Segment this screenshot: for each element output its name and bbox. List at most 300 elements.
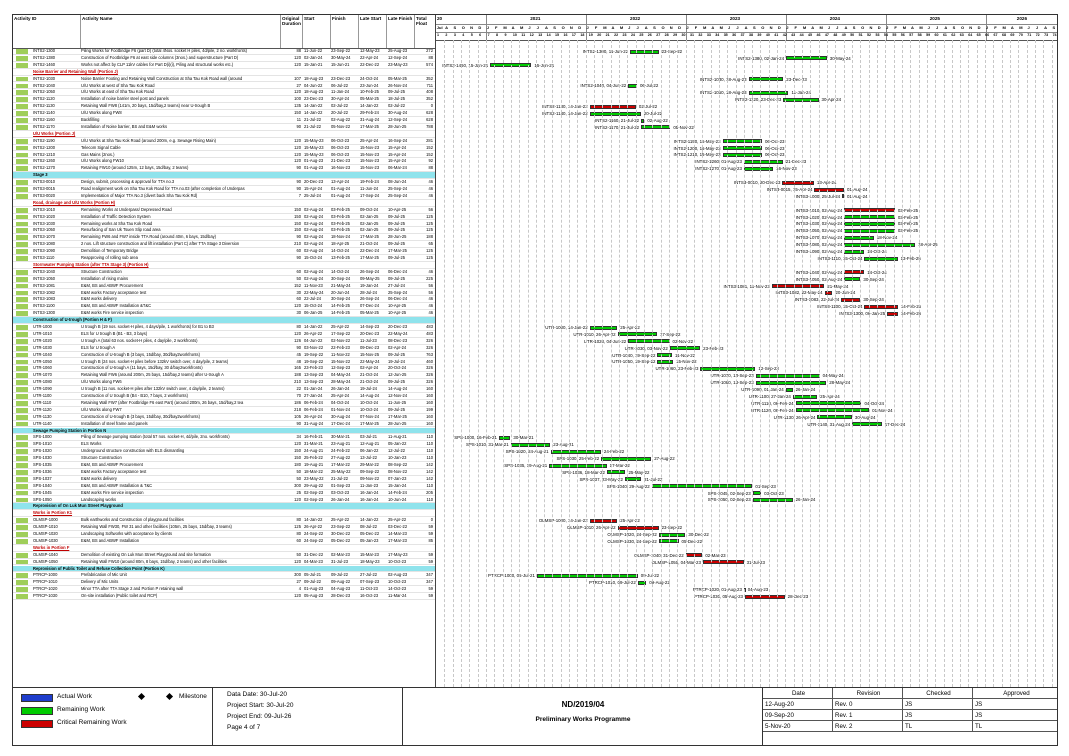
- table-row[interactable]: [13, 531, 435, 538]
- grid-line: [1002, 40, 1003, 687]
- late-finish: 08-Sep-22: [388, 462, 408, 467]
- period-number: 30: [681, 33, 686, 37]
- activity-id: INTS3-1081: [33, 282, 56, 288]
- period-number: 47: [824, 33, 829, 37]
- duration: 80: [296, 324, 301, 329]
- grid-line: [977, 40, 978, 687]
- month-label: M: [520, 25, 524, 30]
- late-start: 03-Jul-21: [360, 434, 378, 440]
- finish-date: 25-Apr-22: [331, 324, 350, 329]
- finish-date: 26-Jan-24: [331, 386, 350, 392]
- start-date: 15-Apr-24: [304, 186, 323, 191]
- period-number: 24: [630, 33, 635, 37]
- start-date: 14-Jan-22: [304, 517, 323, 523]
- section-row[interactable]: [13, 428, 435, 435]
- bar-finish-label: 03-Feb-25: [897, 207, 919, 213]
- row-gutter: [16, 387, 28, 392]
- table-row[interactable]: [13, 76, 435, 83]
- duration: 218: [294, 406, 301, 412]
- critical-bar[interactable]: [772, 284, 825, 288]
- total-float: 160: [426, 393, 433, 398]
- table-row[interactable]: [13, 152, 435, 159]
- activity-id: INTS3-1300: [33, 310, 56, 316]
- finish-date: 23-Dec-23: [331, 75, 351, 81]
- activity-id: INTS2-1300: [33, 48, 56, 53]
- table-row[interactable]: [13, 207, 435, 214]
- table-row[interactable]: [13, 103, 435, 110]
- month-label: F: [594, 25, 598, 30]
- table-row[interactable]: [13, 338, 435, 345]
- late-start: 02-Jan-25: [360, 213, 379, 219]
- month-label: J: [936, 25, 939, 30]
- section-row[interactable]: [13, 131, 435, 138]
- bar-finish-label: 03-Feb-25: [897, 214, 919, 220]
- late-finish: 06-Mar-24: [388, 165, 407, 171]
- critical-bar[interactable]: [703, 560, 744, 564]
- row-gutter: [16, 498, 28, 503]
- duration: 188: [294, 372, 301, 378]
- table-row[interactable]: [13, 255, 435, 262]
- bar-finish-label: 06-Oct-23: [764, 145, 785, 151]
- grid-line: [860, 40, 861, 687]
- table-row[interactable]: [13, 359, 435, 366]
- remaining-bar[interactable]: [499, 436, 510, 440]
- start-date: 19-Aug-21: [304, 462, 324, 467]
- late-start: 11-Jun-24: [360, 186, 379, 191]
- section-title: Road, drainage and U/U Works (Portion H): [33, 199, 116, 205]
- start-date: 05-Jul-21: [304, 572, 322, 578]
- row-gutter: [16, 228, 28, 233]
- bar-start-label: SPS-1050, 02-Sep-23: [707, 497, 751, 503]
- table-row[interactable]: [13, 517, 435, 524]
- late-finish: 06-Dec-24: [388, 296, 408, 302]
- late-start: 12-May-23: [360, 48, 380, 53]
- finish-date: 01-Sep-23: [331, 482, 351, 488]
- row-gutter: [16, 525, 28, 530]
- table-row[interactable]: [13, 186, 435, 193]
- period-number: 39: [757, 33, 762, 37]
- start-date: 18-Mar-22: [304, 468, 323, 474]
- late-finish: 09-Jul-25: [388, 220, 406, 226]
- col-late-start[interactable]: Late Start: [359, 15, 387, 48]
- finish-date: 23-Sep-22: [331, 48, 351, 53]
- remaining-bar[interactable]: [641, 125, 670, 129]
- duration: 120: [294, 61, 301, 67]
- period-number: 32: [698, 33, 703, 37]
- total-float: 88: [428, 54, 433, 60]
- table-row[interactable]: [13, 552, 435, 559]
- revision-cell: Rev. 1: [833, 710, 903, 721]
- row-gutter: [16, 242, 28, 247]
- total-float: 142: [426, 475, 433, 481]
- section-row[interactable]: [13, 510, 435, 517]
- table-row[interactable]: [13, 283, 435, 290]
- activity-name: Retaining Wall FW6 (around 200m, 25 bays, 15d/bay,2 teams) after U-trough A: [81, 372, 224, 378]
- period-number: 73: [1044, 33, 1049, 37]
- start-date: 23-May-22: [304, 475, 324, 481]
- section-row[interactable]: [13, 262, 435, 269]
- table-row[interactable]: [13, 248, 435, 255]
- table-row[interactable]: [13, 407, 435, 414]
- activity-id: INTS2-1160: [33, 117, 55, 122]
- period-number: 56: [900, 33, 905, 37]
- start-date: 06-Feb-24: [304, 406, 323, 412]
- critical-bar[interactable]: [887, 312, 898, 316]
- start-date: 04-Jun-22: [304, 337, 323, 343]
- col-activity-id[interactable]: Activity ID: [13, 15, 81, 48]
- table-row[interactable]: [13, 538, 435, 545]
- year-label: 2021: [530, 16, 541, 21]
- bar-finish-label: 09-Aug-22: [649, 580, 670, 586]
- table-row[interactable]: [13, 89, 435, 96]
- month-label: J: [728, 25, 731, 30]
- late-start: 14-Sep-23: [360, 324, 380, 329]
- table-row[interactable]: [13, 110, 435, 117]
- table-row[interactable]: [13, 559, 435, 566]
- table-row[interactable]: [13, 455, 435, 462]
- table-row[interactable]: [13, 345, 435, 352]
- section-row[interactable]: [13, 172, 435, 179]
- table-row[interactable]: [13, 497, 435, 504]
- table-row[interactable]: [13, 214, 435, 221]
- remaining-bar[interactable]: [628, 339, 669, 343]
- col-finish[interactable]: Finish: [331, 15, 359, 48]
- late-start: 15-Nov-23: [360, 144, 380, 150]
- remaining-bar[interactable]: [756, 381, 827, 385]
- table-row[interactable]: [13, 165, 435, 172]
- table-row[interactable]: [13, 138, 435, 145]
- section-title: Reprovision of Public Toilet and Refuse Collection Point (Portion K): [33, 565, 165, 571]
- late-finish: 14-Oct-23: [388, 586, 407, 592]
- table-row[interactable]: [13, 331, 435, 338]
- col-start[interactable]: Start: [303, 15, 331, 48]
- grid-line: [669, 40, 670, 687]
- start-date: 02-Aug-24: [304, 275, 324, 281]
- month-label: J: [586, 25, 589, 30]
- table-row[interactable]: [13, 386, 435, 393]
- project-info: [213, 688, 403, 746]
- critical-bar[interactable]: [745, 595, 785, 599]
- remaining-bar[interactable]: [618, 332, 657, 336]
- start-date: 26-Apr-22: [304, 330, 323, 336]
- month-label: J: [786, 25, 789, 30]
- period-number: 66: [985, 33, 990, 37]
- finish-date: 14-Feb-25: [331, 310, 350, 316]
- total-float: 574: [426, 61, 433, 67]
- duration: 50: [296, 551, 301, 557]
- month-label: N: [969, 25, 973, 30]
- section-title: Reprovision of On Luk Mun Street Playground: [33, 503, 123, 509]
- start-date: 18-Aug-23: [304, 75, 324, 81]
- remaining-bar[interactable]: [723, 146, 762, 150]
- grid-line: [819, 40, 820, 687]
- table-row[interactable]: [13, 462, 435, 469]
- total-float: 46: [428, 310, 433, 316]
- row-gutter: [16, 166, 28, 171]
- remaining-bar[interactable]: [786, 56, 827, 60]
- row-gutter: [16, 256, 28, 261]
- table-row[interactable]: [13, 579, 435, 586]
- row-gutter: [16, 353, 28, 358]
- bar-start-label: OLMSP-1020, 24-Sep-22: [607, 531, 657, 537]
- remaining-bar[interactable]: [723, 153, 762, 157]
- activity-name: Landscaping works: [81, 496, 117, 502]
- total-float: 788: [426, 123, 433, 129]
- row-gutter: [16, 449, 28, 454]
- period-number: 31: [689, 33, 694, 37]
- total-float: 225: [426, 275, 433, 281]
- section-row[interactable]: [13, 200, 435, 207]
- row-gutter: [16, 470, 28, 475]
- late-start: 25-Apr-24: [360, 137, 379, 143]
- grid-line: [993, 40, 994, 687]
- month-label: J: [836, 25, 839, 30]
- bar-finish-label: 04-May-24: [822, 373, 844, 379]
- activity-name: U/U Works along FW8: [81, 110, 122, 116]
- bar-start-label: PTRCP-1000, 05-Jul-21: [488, 573, 535, 579]
- section-title: Construction of U-trough (Portion H & F): [33, 317, 112, 323]
- total-float: 326: [426, 379, 433, 385]
- bar-finish-label: 03-Feb-25: [897, 228, 919, 234]
- remaining-bar[interactable]: [753, 498, 793, 502]
- start-date: 19-Sep-22: [304, 358, 324, 364]
- period-number: 42: [782, 33, 787, 37]
- table-row[interactable]: [13, 490, 435, 497]
- table-row[interactable]: [13, 276, 435, 283]
- table-row[interactable]: [13, 83, 435, 90]
- table-row[interactable]: [13, 241, 435, 248]
- table-row[interactable]: [13, 310, 435, 317]
- late-start: 05-Mar-25: [360, 96, 379, 102]
- table-row[interactable]: [13, 586, 435, 593]
- late-finish: 28-Jun-25: [388, 234, 407, 240]
- activity-id: OLMSP-1040: [33, 551, 58, 557]
- row-gutter: [16, 56, 28, 61]
- table-row[interactable]: [13, 441, 435, 448]
- late-finish: 10-Jan-23: [388, 455, 407, 461]
- month-label: A: [844, 25, 848, 30]
- revision-cell: JS: [973, 710, 1058, 721]
- table-row[interactable]: [13, 290, 435, 297]
- late-start: 29-Feb-24: [360, 110, 379, 116]
- duration: 90: [296, 165, 301, 171]
- activity-name: Retaining Wall FW10 (around 80m, 8 bays, 15d/bay, 2 teams) and other facilities: [81, 558, 227, 564]
- bar-finish-label: 05-Nov-22: [673, 124, 694, 130]
- grid-line: [885, 40, 886, 687]
- start-date: 14-Jan-22: [304, 103, 323, 109]
- month-label: M: [1002, 25, 1006, 30]
- period-number: 12: [529, 33, 534, 37]
- table-row[interactable]: [13, 400, 435, 407]
- finish-date: 21-May-24: [331, 282, 351, 288]
- late-finish: 15-Apr-24: [388, 158, 407, 164]
- table-row[interactable]: [13, 593, 435, 600]
- table-row[interactable]: [13, 234, 435, 241]
- table-row[interactable]: [13, 62, 435, 69]
- bar-start-label: SPS-1037, 23-May-22: [579, 476, 623, 482]
- col-duration[interactable]: Original Duration: [281, 15, 303, 48]
- month-label: M: [919, 25, 923, 30]
- activity-name: Retaining Wall FW7 (after Footbridge F6 east Part) (around 200m, 26 bays, 15d/bay,2 tea: [81, 399, 244, 405]
- late-start: 15-Nov-23: [360, 165, 380, 171]
- total-float: 326: [426, 337, 433, 343]
- bar-finish-label: 21-May-24: [827, 283, 849, 289]
- duration: 150: [294, 220, 301, 226]
- remaining-bar[interactable]: [844, 243, 915, 247]
- late-finish: 25-Aug-23: [388, 48, 408, 53]
- section-row[interactable]: [13, 566, 435, 573]
- table-row[interactable]: [13, 324, 435, 331]
- activity-id: UTR-1110: [33, 399, 52, 405]
- legend-critical-label: Critical Remaining Work: [57, 719, 127, 726]
- period-number: 50: [850, 33, 855, 37]
- duration: 50: [296, 468, 301, 474]
- table-row[interactable]: [13, 193, 435, 200]
- month-label: N: [669, 25, 673, 30]
- remaining-bar[interactable]: [590, 112, 641, 116]
- table-row[interactable]: [13, 524, 435, 531]
- table-row[interactable]: [13, 96, 435, 103]
- table-row[interactable]: [13, 296, 435, 303]
- month-label: S: [752, 25, 756, 30]
- late-finish: 25-Apr-22: [388, 517, 407, 523]
- period-number: 60: [934, 33, 939, 37]
- bar-finish-label: 13-Feb-25: [900, 255, 921, 261]
- activity-id: INTS2-1260: [33, 158, 56, 164]
- late-start: 05-Jan-23: [360, 537, 379, 543]
- late-start: 15-Nov-25: [360, 351, 380, 357]
- activity-name: Retaining FW10 (around 125m, 12 bays, 15d/bay, 2 teams): [81, 165, 189, 171]
- table-row[interactable]: [13, 414, 435, 421]
- bar-start-label: INTS3-1110, 15-Oct-24: [817, 255, 863, 261]
- late-finish: 09-Jul-25: [388, 255, 406, 260]
- finish-date: 25-May-22: [331, 468, 351, 474]
- start-date: 02-Aug-24: [304, 227, 324, 233]
- start-date: 03-Nov-22: [304, 344, 324, 350]
- activity-name: 2 nos. Lift structure construction and lift installation (Part C) after TTA Stage 3 Diversion: [81, 241, 240, 247]
- critical-bar[interactable]: [825, 291, 833, 295]
- grid-line: [752, 40, 753, 687]
- row-gutter: [16, 49, 28, 54]
- table-row[interactable]: [13, 448, 435, 455]
- table-row[interactable]: [13, 55, 435, 62]
- table-row[interactable]: [13, 365, 435, 372]
- late-finish: 16-Sep-24: [388, 137, 408, 143]
- finish-date: 17-Mar-22: [331, 462, 350, 467]
- programme-title: Preliminary Works Programme: [535, 716, 631, 723]
- bar-start-label: SPS-1040, 29-Aug-22: [606, 483, 650, 489]
- page-number: Page 4 of 7: [227, 724, 261, 731]
- grid-line: [810, 40, 811, 687]
- table-row[interactable]: [13, 379, 435, 386]
- table-row[interactable]: [13, 48, 435, 55]
- total-float: 188: [426, 234, 433, 240]
- table-row[interactable]: [13, 421, 435, 428]
- remaining-bar[interactable]: [723, 139, 762, 143]
- table-row[interactable]: [13, 221, 435, 228]
- finish-date: 03-Feb-25: [331, 206, 350, 212]
- section-title: Works in Portion K1: [33, 510, 73, 516]
- col-activity-name[interactable]: Activity Name: [81, 15, 281, 48]
- bar-start-label: SPS-1030, 25-Feb-22: [556, 456, 600, 461]
- critical-bar[interactable]: [590, 105, 636, 109]
- table-row[interactable]: [13, 158, 435, 165]
- month-label: M: [719, 25, 724, 30]
- table-row[interactable]: [13, 483, 435, 490]
- month-label: J: [686, 25, 689, 30]
- section-row[interactable]: [13, 503, 435, 510]
- total-float: 347: [426, 579, 433, 585]
- table-row[interactable]: [13, 227, 435, 234]
- start-date: 31-Mar-21: [304, 441, 323, 447]
- table-row[interactable]: [13, 124, 435, 131]
- table-row[interactable]: [13, 434, 435, 441]
- late-finish: 10-Oct-23: [388, 558, 407, 564]
- revision-cell: Rev. 0: [833, 699, 903, 710]
- table-row[interactable]: [13, 145, 435, 152]
- late-finish: 15-Apr-24: [388, 151, 407, 157]
- section-row[interactable]: [13, 69, 435, 76]
- activity-id: INTS3-0015: [33, 186, 56, 191]
- milestone-icon: [166, 693, 173, 700]
- table-row[interactable]: [13, 179, 435, 186]
- table-row[interactable]: [13, 303, 435, 310]
- table-row[interactable]: [13, 372, 435, 379]
- bar-start-label: SPS-1000, 16-Feb-21: [454, 435, 497, 441]
- table-row[interactable]: [13, 476, 435, 483]
- total-float: 88: [428, 165, 433, 171]
- table-row[interactable]: [13, 469, 435, 476]
- table-row[interactable]: [13, 352, 435, 359]
- duration: 60: [296, 248, 301, 254]
- late-start: 29-Mar-22: [360, 462, 379, 467]
- start-date: 05-Aug-23: [304, 593, 324, 599]
- late-start: 02-Jan-25: [360, 227, 379, 233]
- bar-start-label: UTR-1090, 01-Jan-24: [741, 387, 784, 392]
- table-row[interactable]: [13, 269, 435, 276]
- late-finish: 09-Jul-25: [388, 213, 406, 219]
- section-row[interactable]: [13, 545, 435, 552]
- activity-name: Installation of Noise barrier, BS and E&M works: [81, 123, 168, 129]
- col-late-finish[interactable]: Late Finish: [387, 15, 415, 48]
- start-date: 24-Sep-22: [304, 531, 324, 536]
- start-date: 15-Jan-21: [304, 61, 323, 67]
- table-row[interactable]: [13, 393, 435, 400]
- remaining-bar[interactable]: [786, 388, 793, 392]
- month-label: A: [511, 25, 515, 30]
- row-gutter: [16, 346, 28, 351]
- finish-date: 02-Mar-23: [331, 551, 350, 557]
- table-row[interactable]: [13, 572, 435, 579]
- late-start: 15-Nov-23: [360, 151, 380, 157]
- row-gutter: [16, 580, 28, 585]
- critical-bar[interactable]: [782, 181, 813, 185]
- remaining-bar[interactable]: [659, 533, 686, 537]
- remaining-bar[interactable]: [796, 408, 870, 412]
- late-start: 09-May-25: [360, 275, 380, 281]
- col-total-float[interactable]: Total Float: [416, 16, 427, 26]
- remaining-bar[interactable]: [793, 395, 817, 399]
- remaining-bar[interactable]: [607, 470, 626, 474]
- bar-finish-label: 26-Jan-24: [795, 497, 816, 503]
- table-row[interactable]: [13, 117, 435, 124]
- section-row[interactable]: [13, 317, 435, 324]
- late-finish: 09-Jul-25: [388, 227, 406, 233]
- start-date: 11-Jun-22: [304, 48, 323, 53]
- activity-id: SPS-1035: [33, 462, 52, 467]
- total-float: 56: [428, 289, 433, 295]
- remaining-bar[interactable]: [783, 98, 818, 102]
